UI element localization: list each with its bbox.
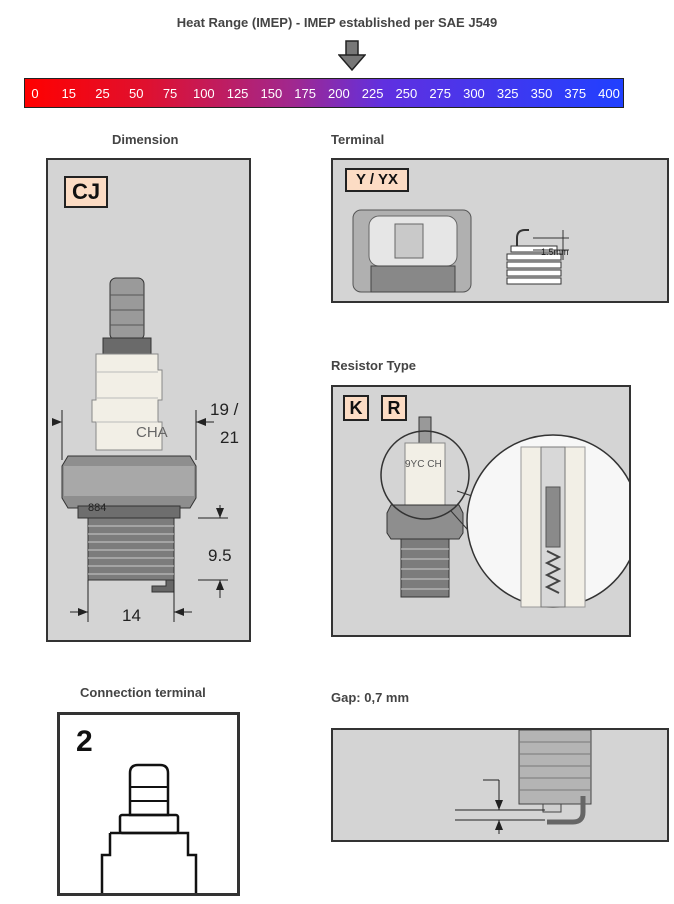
resistor-insulator-label: 9YC CH <box>405 459 442 470</box>
scale-value-275: 275 <box>429 86 452 101</box>
hex-size-line1: 19 / <box>210 400 239 419</box>
scale-value-400: 400 <box>598 86 620 101</box>
heat-range-scale <box>24 78 624 108</box>
connection-number: 2 <box>76 725 93 758</box>
connection-heading: Connection terminal <box>80 685 206 700</box>
scale-value-150: 150 <box>260 86 283 101</box>
scale-value-375: 375 <box>564 86 587 101</box>
resistor-code-k-badge: K <box>343 395 369 421</box>
insulator-label: CHA <box>136 424 168 441</box>
terminal-code-badge: Y / YX <box>345 168 409 192</box>
thread-value: 14 <box>122 606 141 625</box>
dimension-code-badge: CJ <box>64 176 108 208</box>
heat-range-title: Heat Range (IMEP) - IMEP established per SAE J549 <box>176 15 498 30</box>
reach-value: 9.5 <box>208 546 232 565</box>
scale-value-0: 0 <box>31 86 39 101</box>
scale-value-125: 125 <box>226 86 249 101</box>
scale-value-300: 300 <box>463 86 485 101</box>
dimension-heading: Dimension <box>112 132 179 147</box>
connection-panel <box>57 712 240 896</box>
scale-value-75: 75 <box>162 86 178 101</box>
scale-value-25: 25 <box>95 86 110 101</box>
gap-panel <box>331 728 669 842</box>
hex-size-line2: 21 <box>220 428 239 447</box>
dimension-panel <box>46 158 251 642</box>
resistor-plug-drawing <box>333 387 629 635</box>
scale-value-350: 350 <box>530 86 553 101</box>
terminal-heading: Terminal <box>331 132 385 147</box>
scale-value-175: 175 <box>294 86 316 101</box>
scale-value-200: 200 <box>328 86 350 101</box>
scale-value-250: 250 <box>395 86 418 101</box>
shell-label: 884 <box>88 502 107 514</box>
resistor-panel <box>331 385 631 637</box>
terminal-drawing <box>333 160 667 301</box>
resistor-code-r-badge: R <box>381 395 407 421</box>
connection-terminal-drawing <box>60 715 237 893</box>
scale-value-225: 225 <box>361 86 384 101</box>
scale-value-50: 50 <box>129 86 144 101</box>
gap-heading: Gap: 0,7 mm <box>331 690 410 705</box>
selection-arrow-icon <box>338 40 366 72</box>
scale-value-15: 15 <box>61 86 76 101</box>
terminal-measure-label: 1.5mm <box>541 247 569 257</box>
terminal-panel <box>331 158 669 303</box>
resistor-heading: Resistor Type <box>331 358 417 373</box>
scale-value-325: 325 <box>496 86 519 101</box>
scale-value-100: 100 <box>192 86 215 101</box>
gap-drawing <box>333 730 667 840</box>
